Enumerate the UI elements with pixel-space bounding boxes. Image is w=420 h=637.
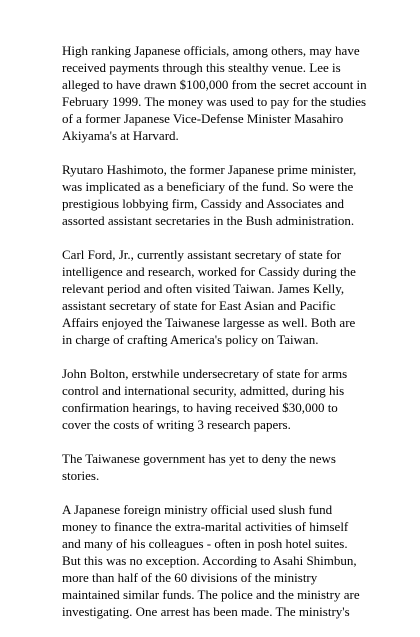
paragraph-4 [62,365,362,433]
text-line: received payments through this stealthy venue. Lee is [62,60,341,75]
text-line: High ranking Japanese officials, among others, may have [62,43,360,58]
text-line: Carl Ford, Jr., currently assistant secretary of state for [62,247,342,262]
text-line: investigating. One arrest has been made. The ministry's [62,604,350,619]
text-line: in charge of crafting America's policy on Taiwan. [62,332,319,347]
document-body [62,42,367,637]
text-line: Affairs enjoyed the Taiwanese largesse as well. Both are [62,315,356,330]
paragraph-5 [62,450,362,484]
text-line: But this was no exception. According to Asahi Shimbun, [62,553,357,568]
text-line: money to finance the extra-marital activities of himself [62,519,349,534]
text-line: stories. [62,468,100,483]
text-line: assistant secretary of state for East Asian and Pacific [62,298,336,313]
text-line: control and international security, admitted, during his [62,383,345,398]
text-line: John Bolton, erstwhile undersecretary of state for arms [62,366,348,381]
text-line: maintained similar funds. The police and the ministry are [62,587,360,602]
text-line: Akiyama's at Harvard. [62,128,179,143]
text-line: Ryutaro Hashimoto, the former Japanese prime minister, [62,162,357,177]
text-line: and many of his colleagues - often in posh hotel suites. [62,536,348,551]
paragraph-3 [62,246,362,348]
text-line: February 1999. The money was used to pay for the studies [62,94,367,109]
text-line: intelligence and research, worked for Cassidy during the [62,264,356,279]
paragraph-2 [62,161,362,229]
paragraph-6 [62,501,362,620]
text-line: The Taiwanese government has yet to deny the news [62,451,336,466]
text-line: prestigious lobbying firm, Cassidy and Associates and [62,196,345,211]
text-line: A Japanese foreign ministry official used slush fund [62,502,333,517]
text-line: more than half of the 60 divisions of the ministry [62,570,318,585]
text-line: confirmation hearings, to having received $30,000 to [62,400,338,415]
text-line: cover the costs of writing 3 research papers. [62,417,291,432]
text-line: relevant period and often visited Taiwan. James Kelly, [62,281,345,296]
text-line: of a former Japanese Vice-Defense Minister Masahiro [62,111,344,126]
text-line: assorted assistant secretaries in the Bush administration. [62,213,355,228]
text-line: alleged to have drawn $100,000 from the secret account in [62,77,367,92]
text-line: was implicated as a beneficiary of the fund. So were the [62,179,354,194]
paragraph-1 [62,42,367,144]
